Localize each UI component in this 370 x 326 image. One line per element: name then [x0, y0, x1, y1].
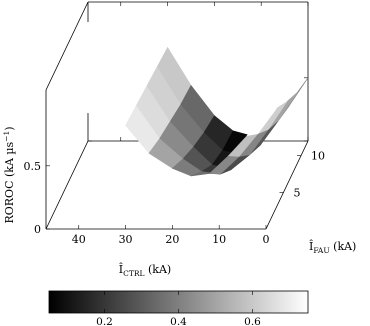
x-axis-label-sub: CTRL	[123, 269, 145, 278]
y-axis-label-main: Î	[309, 240, 314, 253]
y-axis-label	[309, 239, 356, 255]
y-tick-label: 5	[293, 186, 301, 200]
z-axis-label-main: ROROC (kA µs	[3, 141, 16, 224]
colorbar-tick-label: 0.4	[170, 316, 187, 326]
y-axis-ticks	[280, 150, 326, 200]
z-axis-label	[2, 126, 16, 223]
colorbar-tick-label: 0.6	[244, 316, 261, 326]
x-tick-label: 30	[118, 233, 133, 246]
x-tick-label: 40	[71, 233, 86, 246]
x-axis-ticks	[72, 225, 270, 246]
x-axis-label-unit: (kA)	[144, 263, 172, 276]
y-axis-label-sub: FAU	[313, 246, 330, 255]
x-tick-label: 10	[212, 233, 227, 246]
y-tick-label: 10	[311, 149, 325, 163]
floor-left-edge	[46, 141, 88, 229]
x-axis-label	[119, 262, 171, 278]
x-axis-label-main: Î	[118, 263, 124, 276]
y-axis-label-unit: (kA)	[329, 240, 357, 253]
x-tick-label: 0	[262, 233, 270, 246]
z-axis-label-end: )	[3, 126, 16, 131]
z-tick-label: 0.5	[23, 159, 41, 173]
y-axis-line	[266, 141, 308, 229]
surface-mesh	[46, 22, 308, 176]
x-tick-label: 20	[165, 233, 180, 246]
colorbar	[49, 291, 308, 326]
z-tick-label: 0	[34, 223, 41, 236]
z-axis-label-sup: −1	[2, 130, 11, 142]
colorbar-tick-label: 0.2	[96, 316, 113, 326]
